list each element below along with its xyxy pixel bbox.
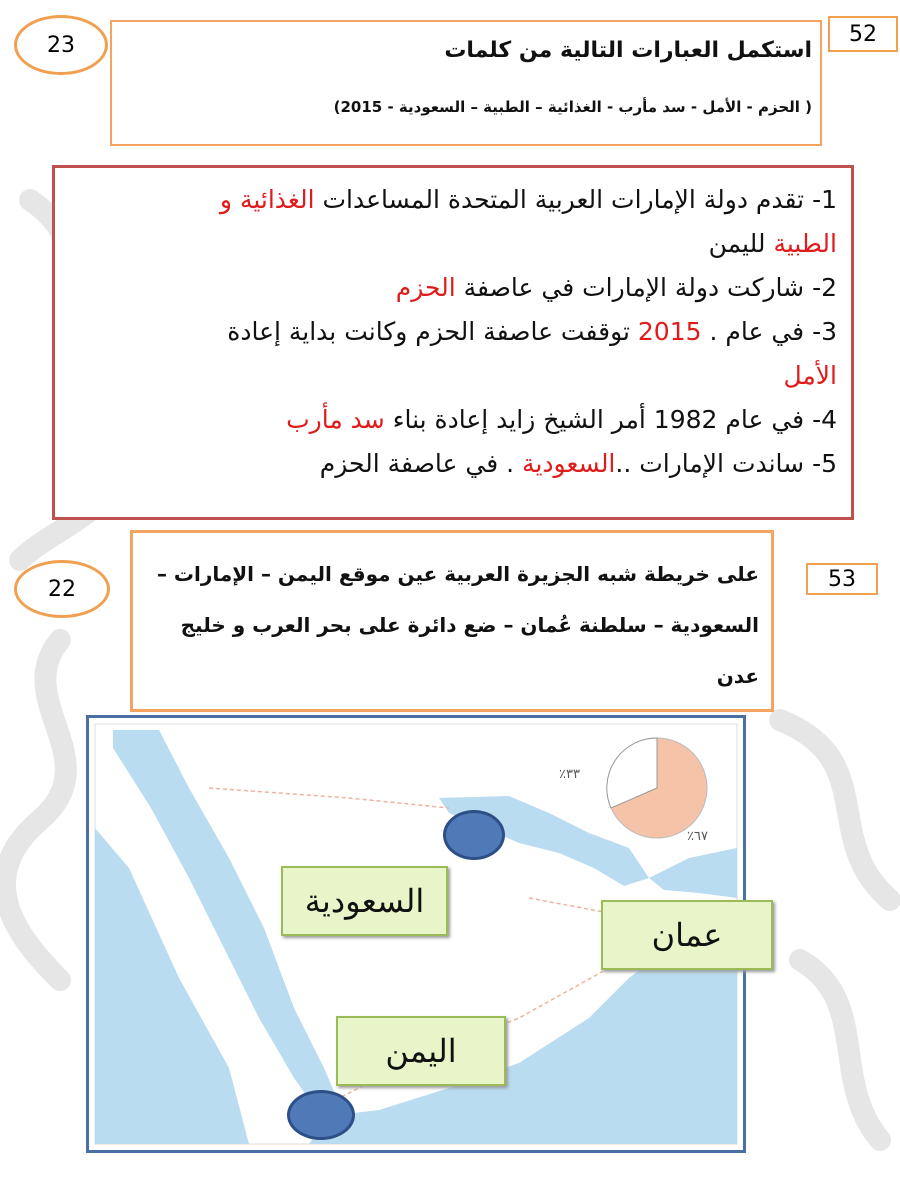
score-value: 23 [47,32,75,58]
label-yemen[interactable]: اليمن [336,1016,506,1086]
score-oval-22 [14,560,110,618]
answer-word: 2015 [637,317,702,346]
answer-word: سد مأرب [286,405,385,434]
answer-text: 2- شاركت دولة الإمارات في عاصفة [455,273,837,302]
answer-word: الحزم [395,273,456,302]
question-number: 52 [849,21,877,47]
answer-word: الطبية [773,229,837,258]
answer-word: الأمل [783,361,837,390]
answer-line [69,442,837,486]
word-bank: ( الحزم - الأمل - سد مأرب - الغذائية – الطبية – السعودية - 2015) [333,98,812,116]
question-53-instructions: على خريطة شبه الجزيرة العربية عين موقع اليمن – الإمارات – السعودية – سلطنة عُمان – ضع دائرة على بحر العرب و خليج عدن [156,562,759,688]
answer-text: 1- تقدم دولة الإمارات العربية المتحدة المساعدات [314,185,837,214]
pie-label-small: ٪٣٣ [559,767,580,782]
answers-box [52,165,854,520]
circle-marker-gulf[interactable] [443,810,505,860]
answer-text: 4- في عام 1982 أمر الشيخ زايد إعادة بناء [384,405,837,434]
question-number-52 [828,16,898,52]
pie-label-large: ٪٦٧ [687,829,708,844]
answer-text: 3- في عام . [701,317,837,346]
answer-line [69,178,837,222]
label-oman[interactable]: عمان [601,900,773,970]
answer-word: الغذائية و [219,185,315,214]
answer-line [69,398,837,442]
question-number: 53 [828,566,856,592]
answer-line [69,354,837,398]
score-value: 22 [48,576,76,602]
question-52-box [110,20,822,146]
score-oval-23 [14,15,108,75]
answers-list [69,178,837,486]
label-saudi-arabia[interactable]: السعودية [281,866,448,936]
question-53-box [130,530,774,712]
answer-text: لليمن [708,229,774,258]
answer-text: . في عاصفة الحزم [319,449,523,478]
question-number-53 [806,563,878,595]
circle-marker-gulf-of-aden[interactable] [287,1090,355,1140]
answer-line [69,310,837,354]
answer-text: 5- ساندت الإمارات .. [615,449,837,478]
answer-line [69,266,837,310]
question-52-title: استكمل العبارات التالية من كلمات [444,38,812,63]
answer-text: توقفت عاصفة الحزم وكانت بداية إعادة [227,317,638,346]
answer-line [69,222,837,266]
answer-word: السعودية [522,449,616,478]
